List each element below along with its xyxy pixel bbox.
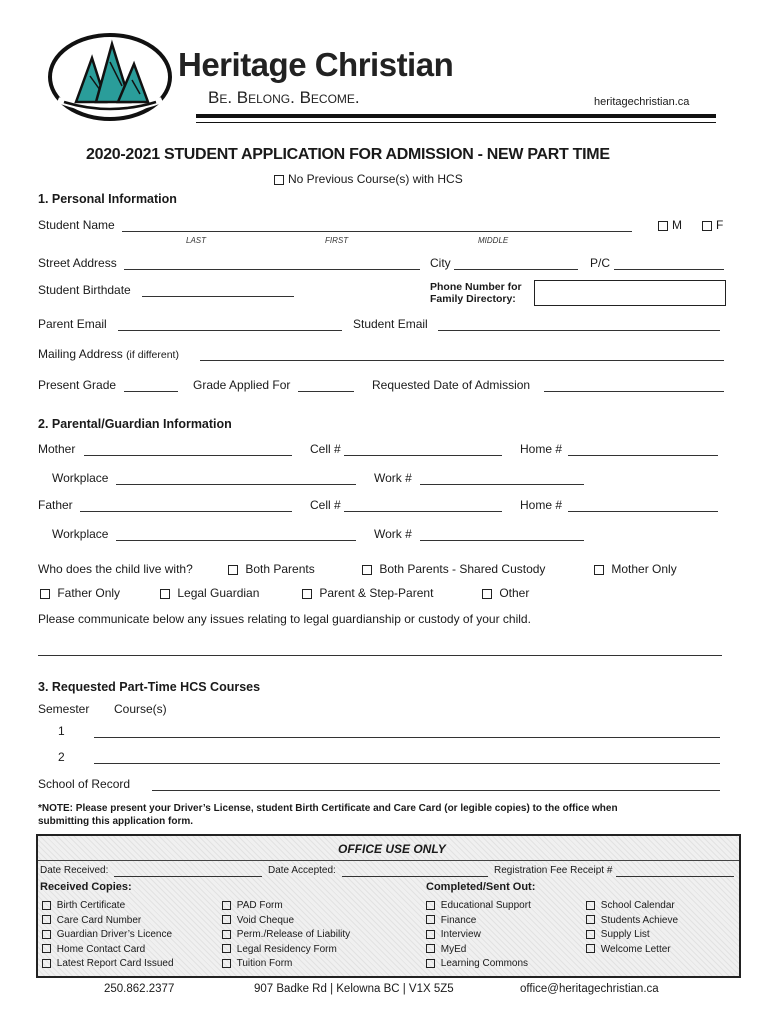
office-item[interactable]: Birth Certificate [42, 900, 174, 915]
option-other[interactable]: Other [482, 586, 529, 600]
checkbox-icon[interactable] [42, 944, 51, 953]
footer-email[interactable]: office@heritagechristian.ca [520, 983, 659, 995]
mother-workplace-field[interactable] [116, 484, 356, 485]
office-use-box [36, 834, 741, 978]
no-previous-checkbox[interactable] [274, 175, 284, 185]
checkbox-icon[interactable] [222, 930, 231, 939]
lives-with-label: Who does the child live with? [38, 562, 193, 576]
course-row-2-field[interactable] [94, 763, 720, 764]
student-name-field[interactable] [122, 231, 632, 232]
phone-field[interactable] [534, 280, 726, 306]
courses-header: Course(s) [114, 702, 167, 716]
office-item[interactable]: Students Achieve [586, 915, 678, 930]
course-row-1-field[interactable] [94, 737, 720, 738]
office-item[interactable]: Welcome Letter [586, 944, 678, 959]
checkbox-icon[interactable] [40, 589, 50, 599]
father-home-label: Home # [520, 498, 563, 512]
checkbox-icon[interactable] [658, 221, 668, 231]
semester-header: Semester [38, 702, 90, 716]
father-label: Father [38, 498, 73, 512]
section1-heading: 1. Personal Information [38, 192, 177, 206]
mother-home-field[interactable] [568, 455, 718, 456]
mother-field[interactable] [84, 455, 292, 456]
street-label: Street Address [38, 256, 117, 270]
present-grade-field[interactable] [124, 391, 178, 392]
office-item[interactable]: MyEd [426, 944, 531, 959]
option-both-parents[interactable]: Both Parents [228, 562, 315, 576]
office-item[interactable]: Perm./Release of Liability [222, 929, 350, 944]
parent-email-label: Parent Email [38, 317, 107, 331]
checkbox-icon[interactable] [586, 901, 595, 910]
course-row-2-number: 2 [58, 750, 65, 764]
father-work-label: Work # [374, 527, 412, 541]
first-sublabel: FIRST [325, 236, 349, 245]
brand-name: Heritage Christian [178, 46, 454, 83]
office-item[interactable]: Interview [426, 929, 531, 944]
checkbox-icon[interactable] [42, 959, 51, 968]
option-legal-guardian[interactable]: Legal Guardian [160, 586, 259, 600]
office-col-1 [42, 900, 174, 973]
date-accepted-field[interactable] [342, 876, 488, 877]
gender-f-option[interactable]: F [702, 218, 723, 232]
option-mother-only[interactable]: Mother Only [594, 562, 677, 576]
checkbox-icon[interactable] [702, 221, 712, 231]
custody-field[interactable] [38, 655, 722, 656]
requested-date-label: Requested Date of Admission [372, 378, 531, 392]
father-cell-field[interactable] [344, 511, 502, 512]
website-link[interactable]: heritagechristian.ca [594, 96, 690, 108]
course-row-1-number: 1 [58, 724, 65, 738]
fee-receipt-label: Registration Fee Receipt # [494, 865, 613, 876]
office-item[interactable]: Educational Support [426, 900, 531, 915]
birthdate-field[interactable] [142, 296, 294, 297]
mother-cell-label: Cell # [310, 442, 341, 456]
parent-email-field[interactable] [118, 330, 342, 331]
form-title: 2020-2021 STUDENT APPLICATION FOR ADMISSION - NEW PART TIME [86, 146, 610, 163]
checkbox-icon[interactable] [362, 565, 372, 575]
office-item[interactable]: Guardian Driver’s Licence [42, 929, 174, 944]
date-received-label: Date Received: [40, 865, 109, 876]
office-title-rule [38, 860, 739, 861]
date-received-field[interactable] [114, 876, 262, 877]
office-item[interactable]: Void Cheque [222, 915, 350, 930]
mother-cell-field[interactable] [344, 455, 502, 456]
option-shared-custody[interactable]: Both Parents - Shared Custody [362, 562, 545, 576]
checkbox-icon[interactable] [222, 944, 231, 953]
mother-home-label: Home # [520, 442, 563, 456]
student-email-label: Student Email [353, 317, 428, 331]
mailing-address-label: Mailing Address (if different) [38, 347, 179, 361]
brand-tagline: Be. Belong. Become. [208, 88, 360, 107]
header-rule-thin [196, 122, 716, 123]
checkbox-icon[interactable] [222, 959, 231, 968]
checkbox-icon[interactable] [426, 901, 435, 910]
office-item[interactable]: School Calendar [586, 900, 678, 915]
present-grade-label: Present Grade [38, 378, 117, 392]
note-line-2: submitting this application form. [38, 816, 193, 827]
mother-work-label: Work # [374, 471, 412, 485]
checkbox-icon[interactable] [42, 901, 51, 910]
father-workplace-label: Workplace [52, 527, 109, 541]
note-line-1: *NOTE: Please present your Driver’s License, student Birth Certificate and Care Card (or legible copies) to the office when [38, 803, 618, 814]
section3-heading: 3. Requested Part-Time HCS Courses [38, 680, 261, 694]
checkbox-icon[interactable] [482, 589, 492, 599]
checkbox-icon[interactable] [42, 915, 51, 924]
school-of-record-field[interactable] [152, 790, 720, 791]
checkbox-icon[interactable] [426, 944, 435, 953]
office-col-4 [586, 900, 678, 958]
option-father-only[interactable]: Father Only [40, 586, 120, 600]
section2-heading: 2. Parental/Guardian Information [38, 417, 232, 431]
checkbox-icon[interactable] [426, 959, 435, 968]
birthdate-label: Student Birthdate [38, 283, 131, 297]
grade-applied-label: Grade Applied For [193, 378, 291, 392]
checkbox-icon[interactable] [586, 930, 595, 939]
office-item[interactable]: Legal Residency Form [222, 944, 350, 959]
checkbox-icon[interactable] [222, 901, 231, 910]
heritage-christian-logo [44, 28, 176, 126]
option-step-parent[interactable]: Parent & Step-Parent [302, 586, 433, 600]
father-workplace-field[interactable] [116, 540, 356, 541]
checkbox-icon[interactable] [586, 915, 595, 924]
street-field[interactable] [124, 269, 420, 270]
mother-workplace-label: Workplace [52, 471, 109, 485]
checkbox-icon[interactable] [426, 930, 435, 939]
office-item[interactable]: Finance [426, 915, 531, 930]
student-name-label: Student Name [38, 218, 115, 232]
completed-heading: Completed/Sent Out: [426, 881, 536, 893]
student-email-field[interactable] [438, 330, 720, 331]
custody-note: Please communicate below any issues relating to legal guardianship or custody of your child. [38, 612, 531, 626]
pc-label: P/C [590, 256, 611, 270]
office-col-3 [426, 900, 531, 973]
middle-sublabel: MIDDLE [478, 236, 509, 245]
header-rule [196, 114, 716, 118]
office-item[interactable]: PAD Form [222, 900, 350, 915]
gender-m-option[interactable]: M [658, 218, 682, 232]
city-label: City [430, 256, 451, 270]
no-previous-label: No Previous Course(s) with HCS [288, 172, 463, 186]
father-cell-label: Cell # [310, 498, 341, 512]
checkbox-icon[interactable] [222, 915, 231, 924]
checkbox-icon[interactable] [426, 915, 435, 924]
mother-work-field[interactable] [420, 484, 584, 485]
father-field[interactable] [80, 511, 292, 512]
phone-label-line2: Family Directory: [430, 293, 516, 305]
office-item[interactable]: Care Card Number [42, 915, 174, 930]
father-work-field[interactable] [420, 540, 584, 541]
footer-address: 907 Badke Rd | Kelowna BC | V1X 5Z5 [254, 983, 454, 995]
office-item[interactable]: Home Contact Card [42, 944, 174, 959]
date-accepted-label: Date Accepted: [268, 865, 336, 876]
city-field[interactable] [454, 269, 578, 270]
office-item[interactable]: Supply List [586, 929, 678, 944]
checkbox-icon[interactable] [160, 589, 170, 599]
checkbox-icon[interactable] [594, 565, 604, 575]
last-sublabel: LAST [186, 236, 207, 245]
checkbox-icon[interactable] [228, 565, 238, 575]
requested-date-field[interactable] [544, 391, 724, 392]
pc-field[interactable] [614, 269, 724, 270]
received-copies-heading: Received Copies: [40, 881, 132, 893]
mother-label: Mother [38, 442, 76, 456]
office-item[interactable]: Tuition Form [222, 958, 350, 973]
office-item[interactable]: Learning Commons [426, 958, 531, 973]
school-of-record-label: School of Record [38, 777, 131, 791]
father-home-field[interactable] [568, 511, 718, 512]
office-title: OFFICE USE ONLY [338, 842, 446, 856]
office-col-2 [222, 900, 350, 973]
grade-applied-field[interactable] [298, 391, 354, 392]
phone-label-line1: Phone Number for [430, 281, 522, 293]
mailing-address-field[interactable] [200, 360, 724, 361]
checkbox-icon[interactable] [302, 589, 312, 599]
checkbox-icon[interactable] [42, 930, 51, 939]
no-previous-checkbox-row[interactable] [274, 172, 463, 186]
fee-receipt-field[interactable] [616, 876, 734, 877]
office-item[interactable]: Latest Report Card Issued [42, 958, 174, 973]
footer-phone: 250.862.2377 [104, 983, 175, 995]
checkbox-icon[interactable] [586, 944, 595, 953]
